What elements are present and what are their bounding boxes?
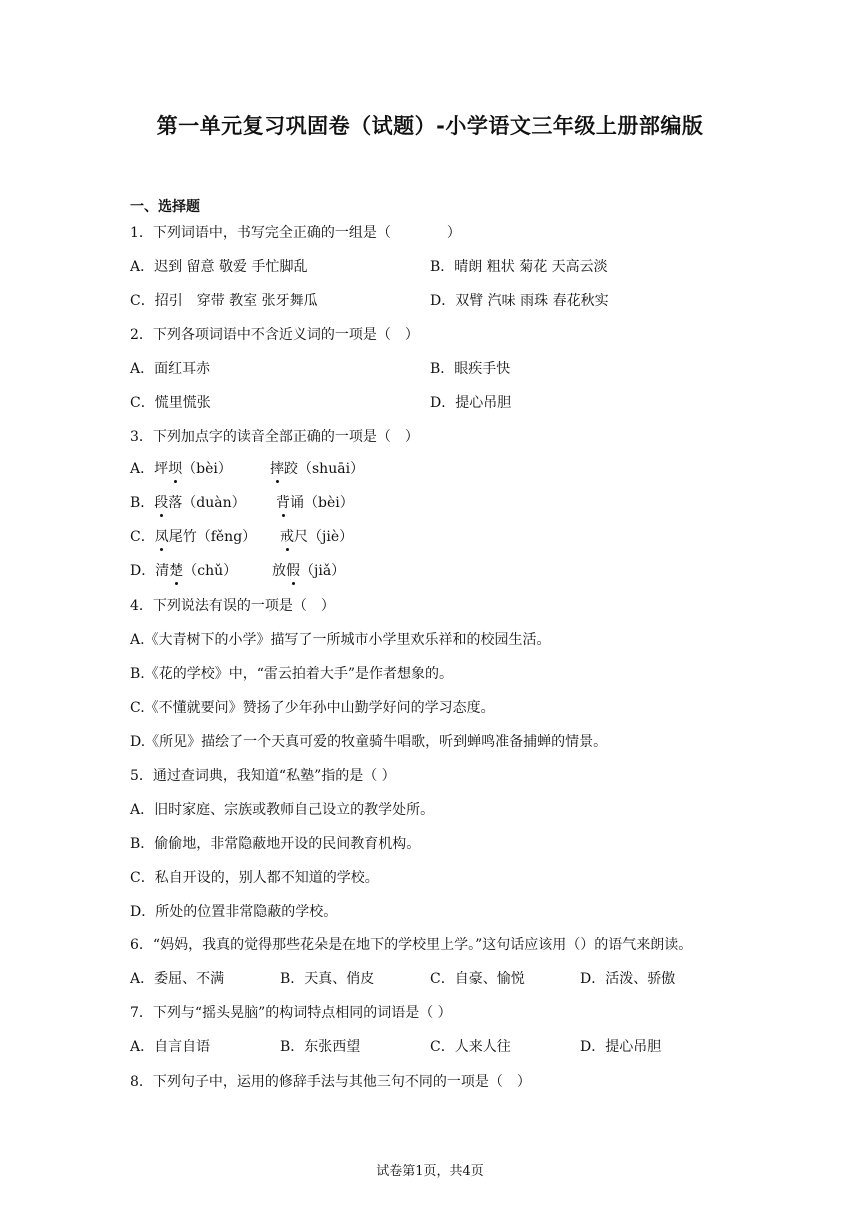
pinyin: （shuāi） — [298, 461, 365, 477]
question-1-stem: 1．下列词语中，书写完全正确的一组是（ ） — [130, 225, 461, 241]
pinyin: （jiǎ） — [300, 563, 346, 579]
word-plain: 跤 — [284, 461, 298, 477]
dotted-char: 假 — [286, 563, 300, 579]
second-word — [280, 528, 353, 546]
question-2-option-d: D．提心吊胆 — [430, 395, 512, 411]
pinyin: （bèi） — [304, 495, 354, 511]
question-5-option-c: C．私自开设的，别人都不知道的学校。 — [130, 870, 379, 886]
dotted-char: 背 — [276, 495, 290, 511]
dotted-char: 坝 — [168, 461, 183, 477]
question-1-option-b: B．晴朗 粗状 菊花 天高云淡 — [430, 259, 608, 275]
word-plain: 放 — [272, 563, 286, 579]
word-plain: 尾竹 — [168, 529, 197, 545]
question-1-option-a: A．迟到 留意 敬爱 手忙脚乱 — [130, 259, 308, 275]
question-1-option-c: C．招引 穿带 教室 张牙舞瓜 — [130, 293, 318, 309]
question-2-option-c: C．慌里慌张 — [130, 395, 211, 411]
page-footer: 试卷第1页，共4页 — [376, 1164, 484, 1179]
section-heading: 一、选择题 — [130, 199, 200, 215]
question-3-stem: 3．下列加点字的读音全部正确的一项是（ ） — [130, 429, 419, 445]
question-4-option-a: A.《大青树下的小学》描写了一所城市小学里欢乐祥和的校园生活。 — [130, 632, 551, 648]
question-2-option-a: A．面红耳赤 — [130, 361, 211, 377]
option-letter: B． — [130, 495, 155, 511]
dotted-char: 楚 — [169, 563, 184, 579]
question-6-option-d: D．活泼、骄傲 — [580, 971, 676, 987]
question-2-stem: 2．下列各项词语中不含近义词的一项是（ ） — [130, 327, 419, 343]
word-plain: 尺 — [294, 529, 308, 545]
question-7-option-d: D．提心吊胆 — [580, 1039, 662, 1055]
option-letter: D． — [130, 563, 156, 579]
question-3-option-a — [130, 460, 365, 478]
dotted-char: 戒 — [280, 529, 294, 545]
question-3-option-b — [130, 494, 354, 512]
dotted-char: 摔 — [270, 461, 284, 477]
question-7-option-a: A．自言自语 — [130, 1039, 211, 1055]
question-5-option-b: B．偷偷地，非常隐蔽地开设的民间教育机构。 — [130, 836, 421, 852]
question-5-option-d: D．所处的位置非常隐蔽的学校。 — [130, 904, 338, 920]
question-2-option-b: B．眼疾手快 — [430, 361, 511, 377]
question-6-option-b: B．天真、俏皮 — [280, 971, 375, 987]
question-7-stem: 7．下列与“摇头晃脑”的构词特点相同的词语是（ ） — [130, 1005, 452, 1021]
question-5-option-a: A．旧时家庭、宗族或教师自己设立的教学处所。 — [130, 802, 435, 818]
question-7-option-b: B．东张西望 — [280, 1039, 361, 1055]
question-4-stem: 4．下列说法有误的一项是（ ） — [130, 598, 335, 614]
question-6-stem: 6．“妈妈，我真的觉得那些花朵是在地下的学校里上学。”这句话应该用（）的语气来朗读。 — [130, 937, 693, 953]
question-5-stem: 5．通过查词典，我知道“私塾”指的是（ ） — [130, 768, 396, 784]
option-letter: A． — [130, 461, 155, 477]
question-6-option-c: C．自豪、愉悦 — [430, 971, 525, 987]
question-4-option-d: D.《所见》描绘了一个天真可爱的牧童骑牛唱歌，听到蝉鸣准备捕蝉的情景。 — [130, 734, 608, 750]
pinyin: （duàn） — [182, 495, 246, 511]
second-word — [270, 460, 364, 478]
second-word — [276, 494, 354, 512]
pinyin: （chǔ） — [183, 563, 238, 579]
word-plain: 清 — [155, 563, 170, 579]
question-1-option-d: D．双臂 汽味 雨珠 春花秋实 — [430, 293, 609, 309]
question-3-option-d — [130, 562, 346, 580]
question-8-stem: 8．下列句子中，运用的修辞手法与其他三句不同的一项是（ ） — [130, 1074, 531, 1090]
question-7-option-c: C．人来人往 — [430, 1039, 511, 1055]
pinyin: （bèi） — [182, 461, 232, 477]
second-word — [272, 562, 345, 580]
word-plain: 诵 — [290, 495, 304, 511]
question-3-option-c — [130, 528, 354, 546]
pinyin: （fěng） — [196, 529, 257, 545]
dotted-char: 段 — [154, 495, 169, 511]
question-6-option-a: A．委屈、不满 — [130, 971, 225, 987]
dotted-char: 凤 — [154, 529, 169, 545]
option-letter: C． — [130, 529, 155, 545]
page-title: 第一单元复习巩固卷（试题）-小学语文三年级上册部编版 — [156, 114, 704, 138]
question-4-option-b: B.《花的学校》中，“雷云拍着大手”是作者想象的。 — [130, 666, 454, 682]
question-4-option-c: C.《不懂就要问》赞扬了少年孙中山勤学好问的学习态度。 — [130, 700, 495, 716]
word-plain: 落 — [168, 495, 183, 511]
word-plain: 坪 — [154, 461, 169, 477]
pinyin: （jiè） — [308, 529, 354, 545]
